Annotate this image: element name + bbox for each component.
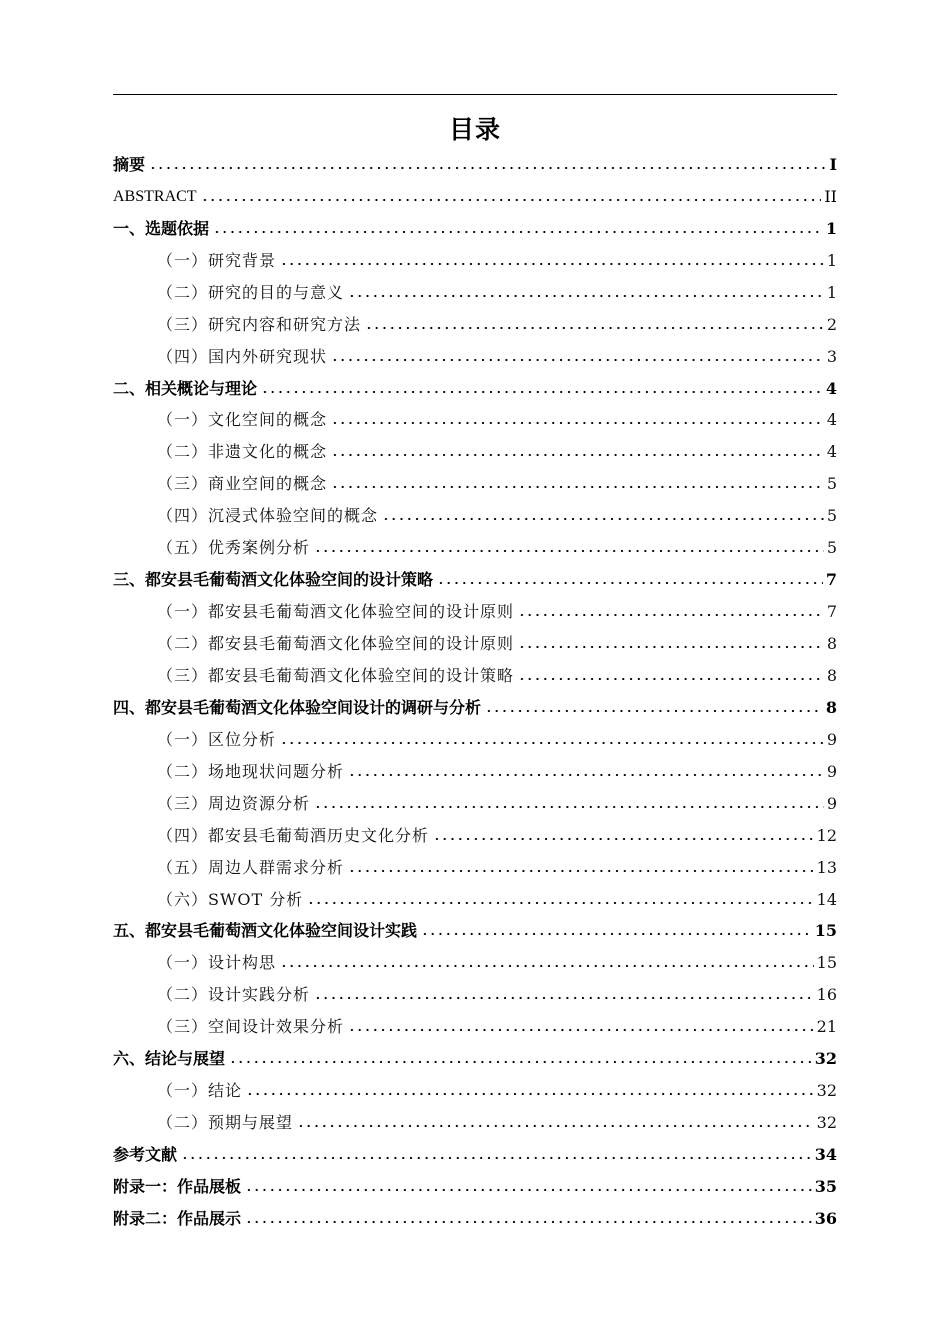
toc-entry-page-number: I [829, 154, 837, 174]
toc-chapter-entry[interactable] [113, 1138, 837, 1170]
toc-entry-title: 参考文献 [113, 1145, 178, 1164]
toc-entry-page-number: 21 [816, 1017, 837, 1037]
dot-leader [331, 484, 824, 490]
toc-section-entry[interactable] [113, 244, 837, 276]
toc-chapter-entry[interactable] [113, 915, 837, 947]
toc-chapter-entry[interactable] [113, 1202, 837, 1234]
dot-leader [421, 931, 812, 937]
toc-entry-page-number: 34 [814, 1145, 837, 1164]
toc-entry-page-number: 1 [825, 218, 837, 238]
toc-entry-title: 五、都安县毛葡萄酒文化体验空间设计实践 [113, 921, 418, 941]
dot-leader [348, 293, 824, 299]
toc-section-entry[interactable] [113, 627, 837, 659]
toc-entry-page-number: 35 [814, 1176, 837, 1196]
toc-section-entry[interactable] [113, 1106, 837, 1138]
toc-entry-page-number: 2 [826, 314, 837, 334]
toc-entry-title: 摘要 [113, 154, 146, 174]
toc-section-entry[interactable] [113, 787, 837, 819]
toc-entry-title: （二）设计实践分析 [157, 985, 311, 1005]
header-rule [113, 94, 837, 95]
toc-entry-title: 一、选题依据 [113, 218, 210, 238]
toc-section-entry[interactable] [113, 819, 837, 851]
toc-entry-page-number: 15 [816, 953, 837, 973]
dot-leader [485, 708, 823, 714]
toc-entry-title: （三）周边资源分析 [157, 793, 311, 813]
toc-entry-page-number: 4 [826, 442, 837, 462]
toc-entry-page-number: 5 [826, 538, 837, 558]
toc-entry-title: （四）沉浸式体验空间的概念 [157, 506, 379, 526]
dot-leader [331, 452, 824, 458]
toc-section-entry[interactable] [113, 308, 837, 340]
toc-chapter-entry[interactable] [113, 148, 837, 180]
toc-section-entry[interactable] [113, 467, 837, 499]
toc-section-entry[interactable] [113, 595, 837, 627]
toc-entry-page-number: 9 [826, 729, 837, 749]
dot-leader [314, 804, 824, 810]
toc-chapter-entry[interactable] [113, 212, 837, 244]
toc-entry-title: （一）研究背景 [157, 250, 277, 270]
toc-entry-page-number: 8 [826, 665, 837, 685]
toc-entry-title: （一）结论 [157, 1081, 243, 1101]
toc-section-entry[interactable] [113, 946, 837, 978]
toc-chapter-entry[interactable] [113, 1042, 837, 1074]
toc-entry-page-number: 1 [826, 282, 837, 302]
toc-entry-title: 六、结论与展望 [113, 1049, 226, 1069]
toc-entry-page-number: 7 [825, 570, 837, 590]
toc-entry-page-number: 4 [826, 410, 837, 430]
toc-entry-page-number: 32 [816, 1081, 837, 1101]
toc-section-entry[interactable] [113, 883, 837, 915]
dot-leader [149, 165, 826, 171]
dot-leader [181, 1155, 812, 1161]
dot-leader [348, 1027, 814, 1033]
dot-leader [213, 229, 823, 235]
dot-leader [314, 995, 814, 1001]
toc-section-entry[interactable] [113, 435, 837, 467]
dot-leader [365, 325, 824, 331]
dot-leader [331, 357, 824, 363]
toc-entry-title: （二）都安县毛葡萄酒文化体验空间的设计原则 [157, 634, 515, 653]
dot-leader [245, 1219, 812, 1225]
toc-entry-page-number: 8 [826, 634, 837, 653]
toc-entry-page-number: 9 [826, 793, 837, 813]
toc-entry-title: 三、都安县毛葡萄酒文化体验空间的设计策略 [113, 570, 434, 590]
toc-entry-page-number: II [824, 186, 837, 206]
toc-entry-page-number: 8 [825, 697, 837, 717]
dot-leader [382, 516, 824, 522]
dot-leader [246, 1091, 814, 1097]
toc-section-entry[interactable] [113, 755, 837, 787]
toc-entry-title: （五）优秀案例分析 [157, 538, 311, 558]
toc-entry-page-number: 1 [826, 250, 837, 270]
toc-entry-title: 附录一：作品展板 [113, 1176, 242, 1196]
toc-entry-page-number: 32 [816, 1113, 837, 1133]
toc-section-entry[interactable] [113, 978, 837, 1010]
toc-entry-title: （二）预期与展望 [157, 1113, 294, 1133]
toc-section-entry[interactable] [113, 404, 837, 436]
toc-entry-title: （三）研究内容和研究方法 [157, 314, 362, 334]
dot-leader [280, 261, 824, 267]
toc-entry-title: 二、相关概论与理论 [113, 378, 258, 398]
toc-entry-title: ABSTRACT [113, 187, 197, 205]
toc-chapter-entry[interactable] [113, 563, 837, 595]
dot-leader [331, 420, 824, 426]
dot-leader [280, 963, 814, 969]
toc-chapter-entry[interactable] [113, 691, 837, 723]
toc-entry-page-number: 3 [826, 346, 837, 366]
toc-section-entry[interactable] [113, 659, 837, 691]
toc-entry-page-number: 7 [826, 602, 837, 622]
toc-entry-title: （三）空间设计效果分析 [157, 1017, 345, 1037]
toc-entry-title: （四）都安县毛葡萄酒历史文化分析 [157, 825, 430, 845]
toc-section-entry[interactable] [113, 1010, 837, 1042]
toc-section-entry[interactable] [113, 723, 837, 755]
toc-entry-page-number: 5 [826, 474, 837, 494]
toc-entry-page-number: 15 [814, 921, 837, 941]
toc-section-entry[interactable] [113, 276, 837, 308]
toc-entry-title: （一）都安县毛葡萄酒文化体验空间的设计原则 [157, 602, 515, 622]
toc-entry-title: （六）SWOT 分析 [157, 889, 304, 909]
toc-entry-title: （三）都安县毛葡萄酒文化体验空间的设计策略 [157, 665, 515, 685]
dot-leader [433, 836, 814, 842]
dot-leader [297, 1123, 814, 1129]
toc-entry-title: （二）研究的目的与意义 [157, 282, 345, 302]
toc-entry-page-number: 4 [825, 378, 837, 398]
toc-entry-title: （一）设计构思 [157, 953, 277, 973]
toc-entry-page-number: 9 [826, 761, 837, 781]
toc-section-entry[interactable] [113, 851, 837, 883]
toc-section-entry[interactable] [113, 340, 837, 372]
toc-entry-page-number: 36 [814, 1208, 837, 1228]
toc-entry-page-number: 12 [816, 825, 837, 845]
toc-entry-page-number: 32 [814, 1049, 837, 1069]
dot-leader [348, 772, 824, 778]
toc-entry-page-number: 16 [816, 985, 837, 1005]
toc-entry-page-number: 13 [816, 857, 837, 877]
toc-section-entry[interactable] [113, 531, 837, 563]
dot-leader [437, 580, 823, 586]
toc-section-entry[interactable] [113, 499, 837, 531]
dot-leader [518, 644, 824, 650]
dot-leader [314, 548, 824, 554]
toc-entry-title: （五）周边人群需求分析 [157, 857, 345, 877]
dot-leader [261, 389, 823, 395]
toc-section-entry[interactable] [113, 1074, 837, 1106]
dot-leader [348, 868, 814, 874]
toc-entry-title: （一）区位分析 [157, 729, 277, 749]
toc-entry-title: （三）商业空间的概念 [157, 474, 328, 494]
page-title: 目录 [448, 115, 501, 144]
dot-leader [518, 676, 824, 682]
toc-entry-page-number: 5 [826, 506, 837, 526]
toc-chapter-entry[interactable] [113, 372, 837, 404]
toc-chapter-entry[interactable] [113, 1170, 837, 1202]
toc-entry-title: （一）文化空间的概念 [157, 410, 328, 430]
toc-entry-title: （二）非遗文化的概念 [157, 442, 328, 462]
dot-leader [245, 1187, 812, 1193]
table-of-contents [113, 148, 837, 1234]
toc-entry-title: （四）国内外研究现状 [157, 346, 328, 366]
toc-entry-title: （二）场地现状问题分析 [157, 761, 345, 781]
toc-chapter-entry[interactable] [113, 180, 837, 212]
dot-leader [201, 197, 822, 203]
dot-leader [280, 740, 824, 746]
dot-leader [518, 612, 824, 618]
dot-leader [229, 1059, 812, 1065]
toc-entry-title: 四、都安县毛葡萄酒文化体验空间设计的调研与分析 [113, 697, 482, 717]
toc-entry-title: 附录二：作品展示 [113, 1208, 242, 1228]
dot-leader [307, 900, 813, 906]
toc-entry-page-number: 14 [816, 889, 837, 909]
